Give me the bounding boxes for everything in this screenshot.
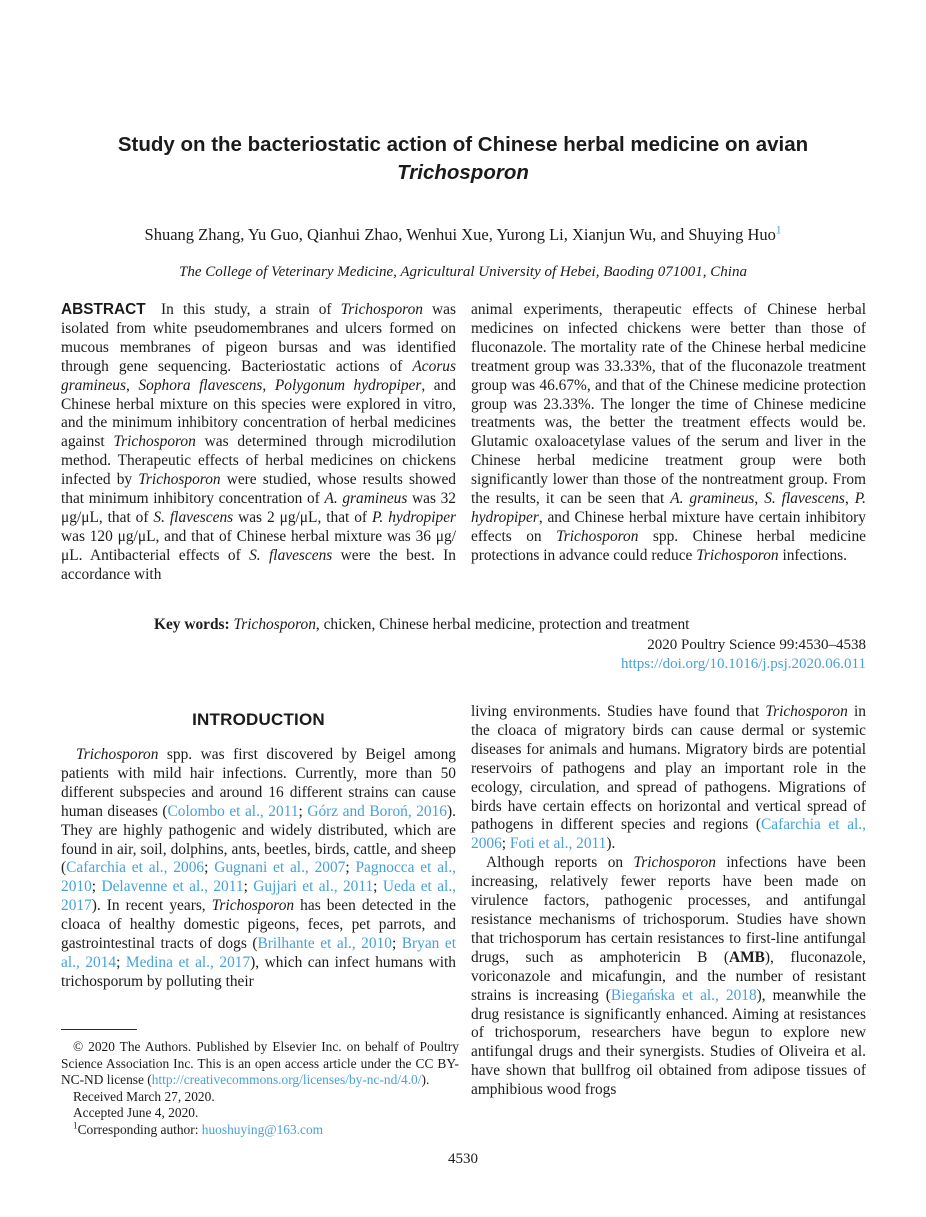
citation-link[interactable]: Cafarchia et al., 2006 — [66, 859, 205, 877]
intro-paragraph — [61, 746, 456, 992]
intro-paragraph — [471, 703, 866, 854]
text-segment: Trichosporon — [233, 616, 316, 633]
text-segment: Although reports on — [486, 854, 634, 872]
text-segment: ; — [243, 878, 254, 896]
received-note: Received March 27, 2020. — [73, 1088, 215, 1104]
text-segment: , — [262, 376, 275, 394]
text-segment: , — [754, 490, 765, 508]
text-segment: A. gramineus — [670, 490, 755, 508]
text-segment: was 2 μg/μL, that of — [233, 508, 372, 526]
text-segment: Study on the bacteriostatic action of Chinese herbal medicine on avian — [117, 133, 809, 156]
text-segment: Sophora flavescens — [138, 376, 263, 394]
text-segment: Polygonum hydropiper — [274, 376, 422, 394]
text-segment: infections have been increasing, relatively fewer reports have been made on virulence factors, pathogenic processes, and antifungal resistance mechanisms of trichosporum. Studies have shown that trichosporum has certain resistances to first-line antifungal drugs, such as amphotericin B ( — [471, 854, 866, 966]
text-segment: was 32 μg/μL, that of — [61, 490, 456, 526]
text-segment: were studied, whose results showed that minimum inhibitory concentration of — [61, 471, 456, 508]
text-segment: Shuang Zhang, Yu Guo, Qianhui Zhao, Wenhui Xue, Yurong Li, Xianjun Wu, and Shuying Huo — [144, 225, 776, 244]
citation-link[interactable]: Górz and Boroń, 2016 — [307, 802, 448, 820]
text-segment: Trichosporon — [397, 161, 529, 184]
affiliation-line: The College of Veterinary Medicine, Agricultural University of Hebei, Baoding 071001, China — [179, 264, 747, 280]
copyright-note — [61, 1039, 459, 1089]
text-segment: ; — [501, 835, 510, 853]
abstract-section — [61, 301, 866, 585]
citation-link[interactable]: Delavenne et al., 2011 — [101, 878, 244, 896]
text-segment: Trichosporon — [211, 897, 295, 915]
abstract-left-column — [61, 301, 456, 585]
text-segment: , and Chinese herbal mixture have certain inhibitory effects on — [471, 508, 866, 545]
text-segment: Trichosporon — [76, 746, 159, 763]
text-segment: Trichosporon — [696, 546, 779, 564]
text-segment: Trichosporon — [556, 527, 639, 545]
text-segment: S. flavescens — [249, 546, 333, 564]
text-segment: ; — [116, 953, 126, 971]
text-segment: , and Chinese herbal mixture on this species were explored in vitro, and the minimum inhibitory concentration of herbal medicines against — [61, 376, 456, 451]
text-segment: , chicken, Chinese herbal medicine, protection and treatment — [315, 616, 690, 633]
text-segment: ). — [606, 835, 616, 853]
citation-link[interactable]: Ueda et al., 2017 — [61, 878, 457, 915]
citation-link[interactable]: Gujjari et al., 2011 — [253, 878, 374, 896]
corresponding-author-ref[interactable]: 1 — [775, 224, 782, 237]
citation-link[interactable]: Pagnocca et al., 2010 — [61, 859, 457, 896]
text-segment: was determined through microdilution method. Therapeutic effects of herbal medicines on chickens infected by — [61, 433, 456, 489]
citation-link[interactable]: Biegańska et al., 2018 — [610, 986, 757, 1004]
text-segment: in the cloaca of migratory birds can cause dermal or systemic diseases for animals and humans. Migratory birds are potential reservoirs of pathogens and play an important role in the ecology, circulation, and spread of pathogens. Migrations of birds have certain effects on horizontal and vertical spread of pathogens in different species and regions ( — [471, 703, 866, 834]
text-segment: living environments. Studies have found that — [471, 703, 766, 720]
corresponding-author-email[interactable]: huoshuying@163.com — [201, 1121, 324, 1137]
text-segment: Acorus gramineus — [61, 357, 456, 394]
introduction-heading: INTRODUCTION — [192, 710, 325, 729]
text-segment: ; — [298, 802, 308, 820]
text-segment: ). — [421, 1072, 430, 1087]
text-segment: Trichosporon — [633, 854, 716, 872]
text-segment: infections. — [778, 546, 847, 564]
text-segment: spp. was first discovered by Beigel among patients with mild hair infections. Currently, more than 50 different subspecies and around 16 different strains can cause human diseases ( — [61, 746, 456, 820]
text-segment: 1 — [73, 1120, 78, 1131]
text-segment: AMB — [729, 948, 765, 966]
footnote-rule — [61, 1029, 137, 1030]
text-segment: S. flavescens — [764, 490, 845, 508]
citation-link[interactable]: Gugnani et al., 2007 — [214, 859, 346, 877]
text-segment: Trichosporon — [138, 471, 221, 489]
text-segment: ; — [391, 935, 402, 953]
text-segment: was 120 μg/μL, and that of Chinese herbal mixture was 36 μg/μL. Antibacterial effects of — [61, 527, 456, 564]
text-segment: ; — [345, 859, 356, 877]
text-segment: ; — [373, 878, 383, 896]
text-segment: A. gramineus — [324, 490, 408, 508]
page-title — [113, 131, 813, 187]
text-segment: ; — [204, 859, 215, 877]
text-segment: ABSTRACT — [61, 301, 146, 318]
text-segment: , — [125, 376, 139, 394]
accepted-note: Accepted June 4, 2020. — [73, 1105, 199, 1120]
citation-link[interactable]: Cafarchia et al., 2006 — [471, 816, 866, 853]
text-segment: Trichosporon — [340, 301, 423, 318]
text-segment: Corresponding author: — [77, 1121, 202, 1137]
intro-paragraph — [471, 854, 866, 1100]
keywords-line — [61, 616, 866, 634]
text-segment: ; — [91, 878, 102, 896]
text-segment: P. hydropiper — [372, 508, 457, 526]
doi-line — [61, 655, 866, 674]
text-segment: Key words: — [154, 616, 234, 633]
text-segment: ), which can infect humans with trichosporum by polluting their — [61, 953, 456, 990]
text-segment: In this study, a strain of — [145, 301, 341, 318]
citation-link[interactable]: Bryan et al., 2014 — [61, 935, 456, 971]
page-number: 4530 — [448, 1151, 478, 1167]
abstract-right-column — [471, 301, 866, 585]
text-segment: P. hydropiper — [471, 490, 866, 526]
corresponding-note — [61, 1122, 459, 1139]
journal-citation: 2020 Poultry Science 99:4530–4538 — [647, 637, 866, 653]
text-segment: ). In recent years, — [91, 897, 212, 915]
text-segment: Trichosporon — [765, 703, 848, 720]
text-segment: were the best. In accordance with — [61, 546, 456, 583]
citation-block — [61, 636, 866, 673]
text-segment: S. flavescens — [153, 508, 234, 526]
text-segment: ), fluconazole, voriconazole and micafungin, and the number of resistant strains is increasing ( — [471, 948, 866, 1004]
text-segment: has been detected in the cloaca of healthy domestic pigeons, feces, pet parrots, and gastrointestinal tracts of dogs ( — [61, 897, 456, 953]
citation-link[interactable]: Colombo et al., 2011 — [167, 802, 299, 820]
citation-link[interactable]: Brilhante et al., 2010 — [257, 935, 392, 953]
footnote-block — [61, 1029, 459, 1138]
doi-link[interactable]: https://doi.org/10.1016/j.psj.2020.06.011 — [620, 655, 866, 672]
text-segment: ). They are highly pathogenic and widely distributed, which are found in air, soil, dolphins, ants, beetles, birds, cattle, and sheep ( — [61, 802, 456, 877]
text-segment: © 2020 The Authors. Published by Elsevier Inc. on behalf of Poultry Science Association Inc. This is an open access article under the CC BY-NC-ND license ( — [61, 1039, 459, 1087]
text-segment: was isolated from white pseudomembranes and ulcers formed on mucous membranes of pigeon bursas and was identified through gene sequencing. Bacteriostatic actions of — [61, 301, 456, 375]
text-segment: , — [844, 490, 855, 508]
license-link[interactable]: http://creativecommons.org/licenses/by-nc-nd/4.0/ — [151, 1072, 422, 1087]
text-segment: spp. Chinese herbal medicine protections in advance could reduce — [471, 527, 866, 564]
text-segment: ), meanwhile the drug resistance is significantly enhanced. Aiming at resistances of trichosporum, researchers have begun to explore new antifungal drugs and their synergists. Studies of Oliveira et al. have shown that bullfrog oil obtained from adipose tissues of amphibious wood frogs — [471, 986, 866, 1099]
text-segment: Trichosporon — [113, 433, 196, 451]
text-segment: animal experiments, therapeutic effects of Chinese herbal medicines on infected chickens were better than those of fluconazole. The mortality rate of the Chinese herbal medicine treatment group was 33.33%, that of the fluconazole treatment group was 46.67%, and that of the Chinese medicine protection group was 23.33%. The longer the time of Chinese medicine treatments was, the better the treatment effects would be. Glutamic oxaloacetylase values of the serum and liver in the Chinese herbal medicine treatment group were both significantly lower than those of the nontreatment group. From the results, it can be seen that — [471, 301, 866, 508]
intro-right-column — [471, 703, 866, 1100]
citation-link[interactable]: Medina et al., 2017 — [125, 953, 251, 971]
authors-line — [0, 225, 926, 245]
citation-link[interactable]: Foti et al., 2011 — [509, 835, 607, 853]
